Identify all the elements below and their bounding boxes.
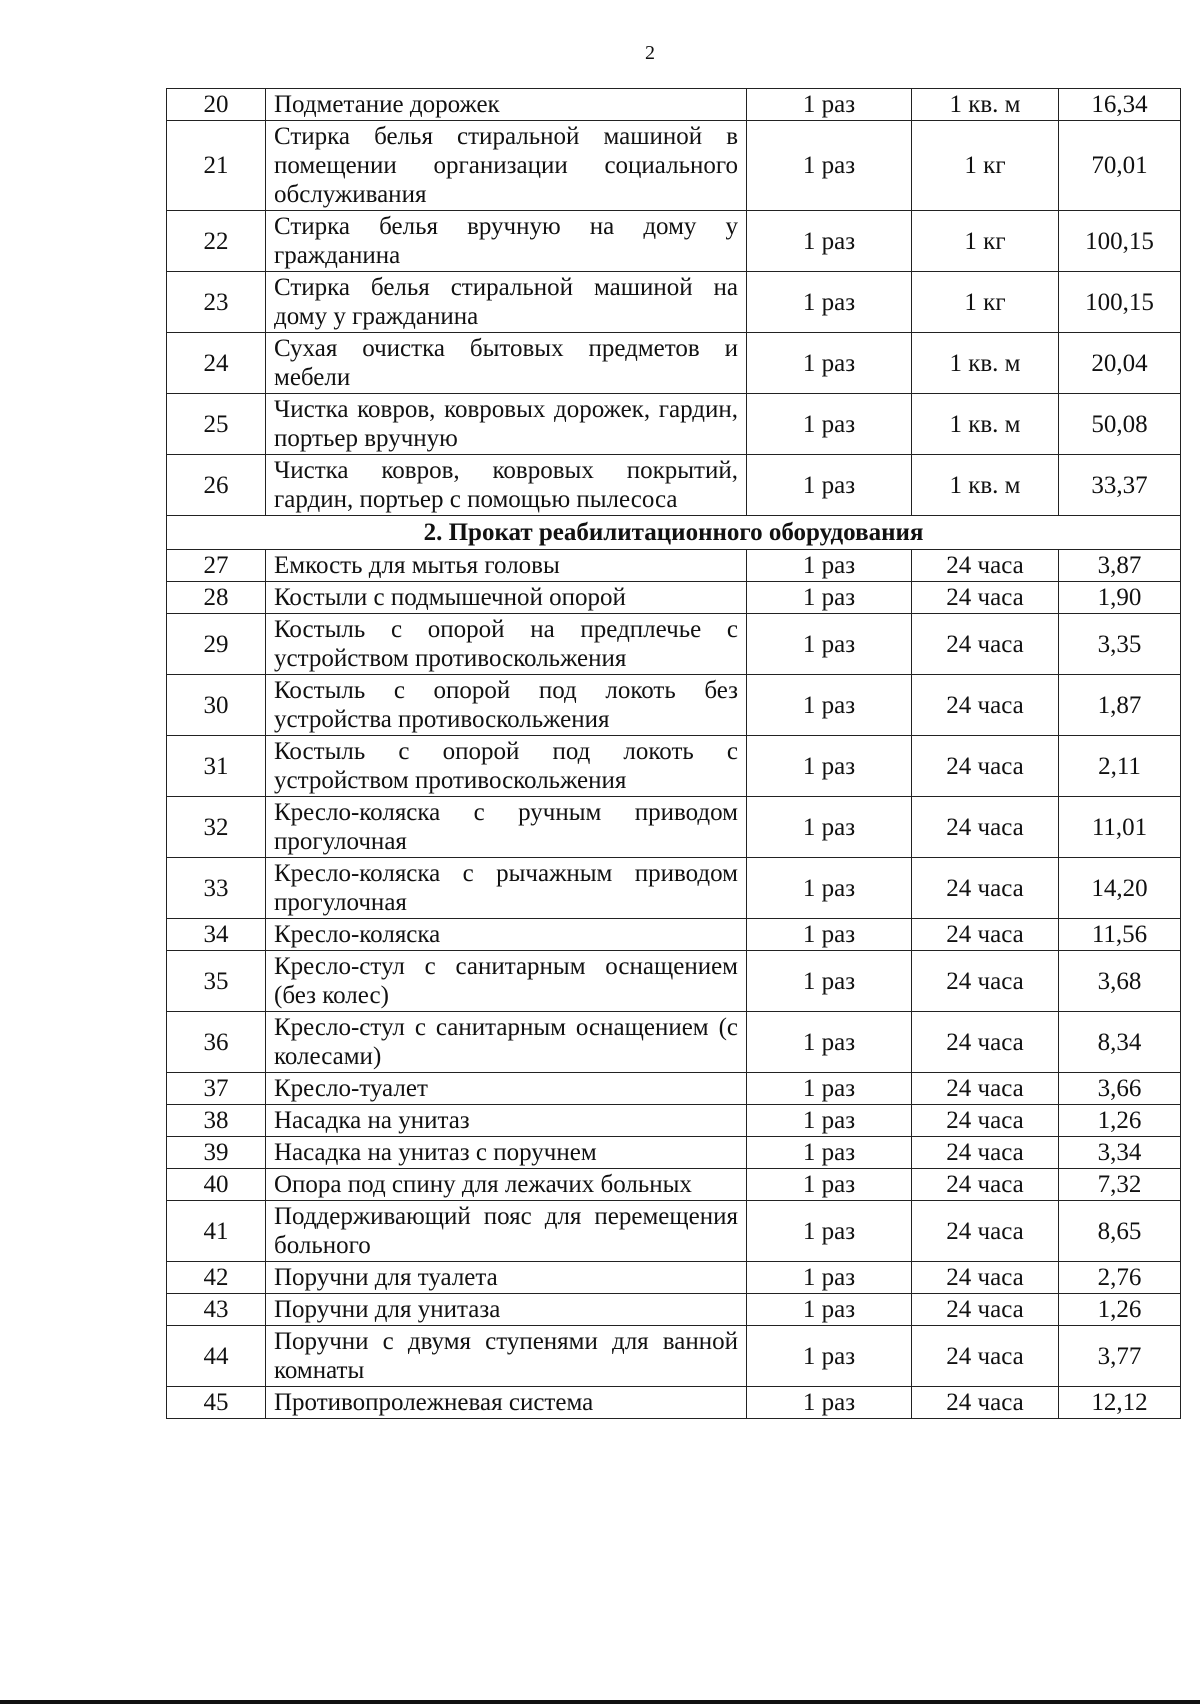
service-name: Поручни для унитаза: [266, 1294, 747, 1326]
row-number: 22: [167, 211, 266, 272]
service-name: Кресло-коляска с рычажным приводом прогулочная: [266, 858, 747, 919]
measurement-unit: 24 часа: [912, 1105, 1059, 1137]
service-price: 3,77: [1059, 1326, 1181, 1387]
measurement-unit: 1 кг: [912, 121, 1059, 211]
service-name: Стирка белья вручную на дому у гражданина: [266, 211, 747, 272]
service-name: Поручни для туалета: [266, 1262, 747, 1294]
service-price: 1,90: [1059, 582, 1181, 614]
service-price: 11,56: [1059, 919, 1181, 951]
service-frequency: 1 раз: [747, 550, 912, 582]
service-frequency: 1 раз: [747, 614, 912, 675]
service-price: 8,34: [1059, 1012, 1181, 1073]
measurement-unit: 1 кв. м: [912, 455, 1059, 516]
service-name: Поручни с двумя ступенями для ванной комнаты: [266, 1326, 747, 1387]
measurement-unit: 1 кв. м: [912, 394, 1059, 455]
table-row: [167, 455, 1181, 516]
table-row: [167, 1387, 1181, 1419]
row-number: 32: [167, 797, 266, 858]
service-name: Емкость для мытья головы: [266, 550, 747, 582]
table-row: [167, 211, 1181, 272]
service-price: 16,34: [1059, 89, 1181, 121]
measurement-unit: 1 кг: [912, 211, 1059, 272]
service-frequency: 1 раз: [747, 1105, 912, 1137]
table-row: [167, 797, 1181, 858]
section-heading-row: [167, 516, 1181, 550]
service-price: 100,15: [1059, 272, 1181, 333]
service-name: Подметание дорожек: [266, 89, 747, 121]
measurement-unit: 24 часа: [912, 1073, 1059, 1105]
service-frequency: 1 раз: [747, 455, 912, 516]
service-name: Сухая очистка бытовых предметов и мебели: [266, 333, 747, 394]
service-name: Костыли с подмышечной опорой: [266, 582, 747, 614]
service-frequency: 1 раз: [747, 1012, 912, 1073]
service-name: Костыль с опорой под локоть без устройства противоскольжения: [266, 675, 747, 736]
service-price: 1,87: [1059, 675, 1181, 736]
service-price: 100,15: [1059, 211, 1181, 272]
row-number: 45: [167, 1387, 266, 1419]
service-frequency: 1 раз: [747, 1387, 912, 1419]
table-section-2: [167, 550, 1181, 1419]
table-row: [167, 951, 1181, 1012]
measurement-unit: 24 часа: [912, 1137, 1059, 1169]
table-row: [167, 1169, 1181, 1201]
table-row: [167, 675, 1181, 736]
measurement-unit: 24 часа: [912, 1387, 1059, 1419]
table-row: [167, 1201, 1181, 1262]
service-price: 50,08: [1059, 394, 1181, 455]
measurement-unit: 24 часа: [912, 951, 1059, 1012]
measurement-unit: 24 часа: [912, 1169, 1059, 1201]
service-frequency: 1 раз: [747, 858, 912, 919]
service-frequency: 1 раз: [747, 797, 912, 858]
measurement-unit: 24 часа: [912, 675, 1059, 736]
page-number: 2: [645, 42, 655, 64]
service-frequency: 1 раз: [747, 919, 912, 951]
service-frequency: 1 раз: [747, 1201, 912, 1262]
service-name: Стирка белья стиральной машиной на дому у гражданина: [266, 272, 747, 333]
table-row: [167, 858, 1181, 919]
service-price: 2,11: [1059, 736, 1181, 797]
service-price: 14,20: [1059, 858, 1181, 919]
bottom-edge-line: [0, 1700, 1200, 1704]
service-price: 7,32: [1059, 1169, 1181, 1201]
service-name: Костыль с опорой на предплечье с устройством противоскольжения: [266, 614, 747, 675]
service-price: 1,26: [1059, 1105, 1181, 1137]
service-name: Кресло-стул с санитарным оснащением (без колес): [266, 951, 747, 1012]
measurement-unit: 1 кв. м: [912, 89, 1059, 121]
row-number: 29: [167, 614, 266, 675]
services-price-table: [166, 88, 1181, 1419]
service-frequency: 1 раз: [747, 951, 912, 1012]
service-name: Противопролежневая система: [266, 1387, 747, 1419]
table-row: [167, 89, 1181, 121]
table-row: [167, 1073, 1181, 1105]
row-number: 34: [167, 919, 266, 951]
service-frequency: 1 раз: [747, 1262, 912, 1294]
service-name: Стирка белья стиральной машиной в помещении организации социального обслуживания: [266, 121, 747, 211]
service-frequency: 1 раз: [747, 211, 912, 272]
table-section-2-header: [167, 516, 1181, 550]
table-row: [167, 121, 1181, 211]
service-name: Кресло-стул с санитарным оснащением (с колесами): [266, 1012, 747, 1073]
service-name: Опора под спину для лежачих больных: [266, 1169, 747, 1201]
service-name: Костыль с опорой под локоть с устройством противоскольжения: [266, 736, 747, 797]
row-number: 44: [167, 1326, 266, 1387]
table-row: [167, 1262, 1181, 1294]
table-row: [167, 394, 1181, 455]
section-title: 2. Прокат реабилитационного оборудования: [167, 516, 1181, 550]
row-number: 37: [167, 1073, 266, 1105]
service-frequency: 1 раз: [747, 1169, 912, 1201]
table-row: [167, 550, 1181, 582]
measurement-unit: 24 часа: [912, 919, 1059, 951]
table-row: [167, 736, 1181, 797]
table-row: [167, 1326, 1181, 1387]
row-number: 23: [167, 272, 266, 333]
row-number: 36: [167, 1012, 266, 1073]
service-frequency: 1 раз: [747, 1294, 912, 1326]
row-number: 33: [167, 858, 266, 919]
measurement-unit: 24 часа: [912, 1012, 1059, 1073]
service-name: Чистка ковров, ковровых дорожек, гардин, портьер вручную: [266, 394, 747, 455]
service-price: 33,37: [1059, 455, 1181, 516]
row-number: 21: [167, 121, 266, 211]
measurement-unit: 24 часа: [912, 1294, 1059, 1326]
measurement-unit: 24 часа: [912, 614, 1059, 675]
service-frequency: 1 раз: [747, 736, 912, 797]
service-frequency: 1 раз: [747, 89, 912, 121]
service-price: 3,68: [1059, 951, 1181, 1012]
row-number: 27: [167, 550, 266, 582]
row-number: 40: [167, 1169, 266, 1201]
service-price: 8,65: [1059, 1201, 1181, 1262]
service-frequency: 1 раз: [747, 582, 912, 614]
service-price: 2,76: [1059, 1262, 1181, 1294]
table-row: [167, 1105, 1181, 1137]
measurement-unit: 1 кг: [912, 272, 1059, 333]
service-price: 70,01: [1059, 121, 1181, 211]
measurement-unit: 1 кв. м: [912, 333, 1059, 394]
row-number: 38: [167, 1105, 266, 1137]
row-number: 43: [167, 1294, 266, 1326]
table-row: [167, 1294, 1181, 1326]
service-frequency: 1 раз: [747, 121, 912, 211]
table-row: [167, 919, 1181, 951]
service-price: 1,26: [1059, 1294, 1181, 1326]
service-price: 11,01: [1059, 797, 1181, 858]
service-frequency: 1 раз: [747, 675, 912, 736]
row-number: 25: [167, 394, 266, 455]
row-number: 26: [167, 455, 266, 516]
service-name: Кресло-коляска: [266, 919, 747, 951]
measurement-unit: 24 часа: [912, 582, 1059, 614]
service-name: Насадка на унитаз с поручнем: [266, 1137, 747, 1169]
measurement-unit: 24 часа: [912, 858, 1059, 919]
service-frequency: 1 раз: [747, 1326, 912, 1387]
measurement-unit: 24 часа: [912, 550, 1059, 582]
row-number: 41: [167, 1201, 266, 1262]
service-price: 3,35: [1059, 614, 1181, 675]
row-number: 35: [167, 951, 266, 1012]
service-price: 3,87: [1059, 550, 1181, 582]
measurement-unit: 24 часа: [912, 1201, 1059, 1262]
row-number: 42: [167, 1262, 266, 1294]
table-row: [167, 1012, 1181, 1073]
measurement-unit: 24 часа: [912, 736, 1059, 797]
service-price: 12,12: [1059, 1387, 1181, 1419]
row-number: 30: [167, 675, 266, 736]
table-row: [167, 333, 1181, 394]
service-frequency: 1 раз: [747, 333, 912, 394]
table-row: [167, 614, 1181, 675]
measurement-unit: 24 часа: [912, 797, 1059, 858]
row-number: 39: [167, 1137, 266, 1169]
measurement-unit: 24 часа: [912, 1262, 1059, 1294]
service-name: Кресло-коляска с ручным приводом прогулочная: [266, 797, 747, 858]
row-number: 28: [167, 582, 266, 614]
service-name: Насадка на унитаз: [266, 1105, 747, 1137]
table-section-1: [167, 89, 1181, 516]
service-frequency: 1 раз: [747, 1073, 912, 1105]
service-frequency: 1 раз: [747, 272, 912, 333]
service-name: Кресло-туалет: [266, 1073, 747, 1105]
service-price: 3,66: [1059, 1073, 1181, 1105]
table-row: [167, 582, 1181, 614]
service-frequency: 1 раз: [747, 394, 912, 455]
row-number: 20: [167, 89, 266, 121]
row-number: 24: [167, 333, 266, 394]
service-price: 3,34: [1059, 1137, 1181, 1169]
table-row: [167, 272, 1181, 333]
row-number: 31: [167, 736, 266, 797]
service-name: Поддерживающий пояс для перемещения больного: [266, 1201, 747, 1262]
table-row: [167, 1137, 1181, 1169]
service-name: Чистка ковров, ковровых покрытий, гардин, портьер с помощью пылесоса: [266, 455, 747, 516]
service-frequency: 1 раз: [747, 1137, 912, 1169]
service-price: 20,04: [1059, 333, 1181, 394]
measurement-unit: 24 часа: [912, 1326, 1059, 1387]
